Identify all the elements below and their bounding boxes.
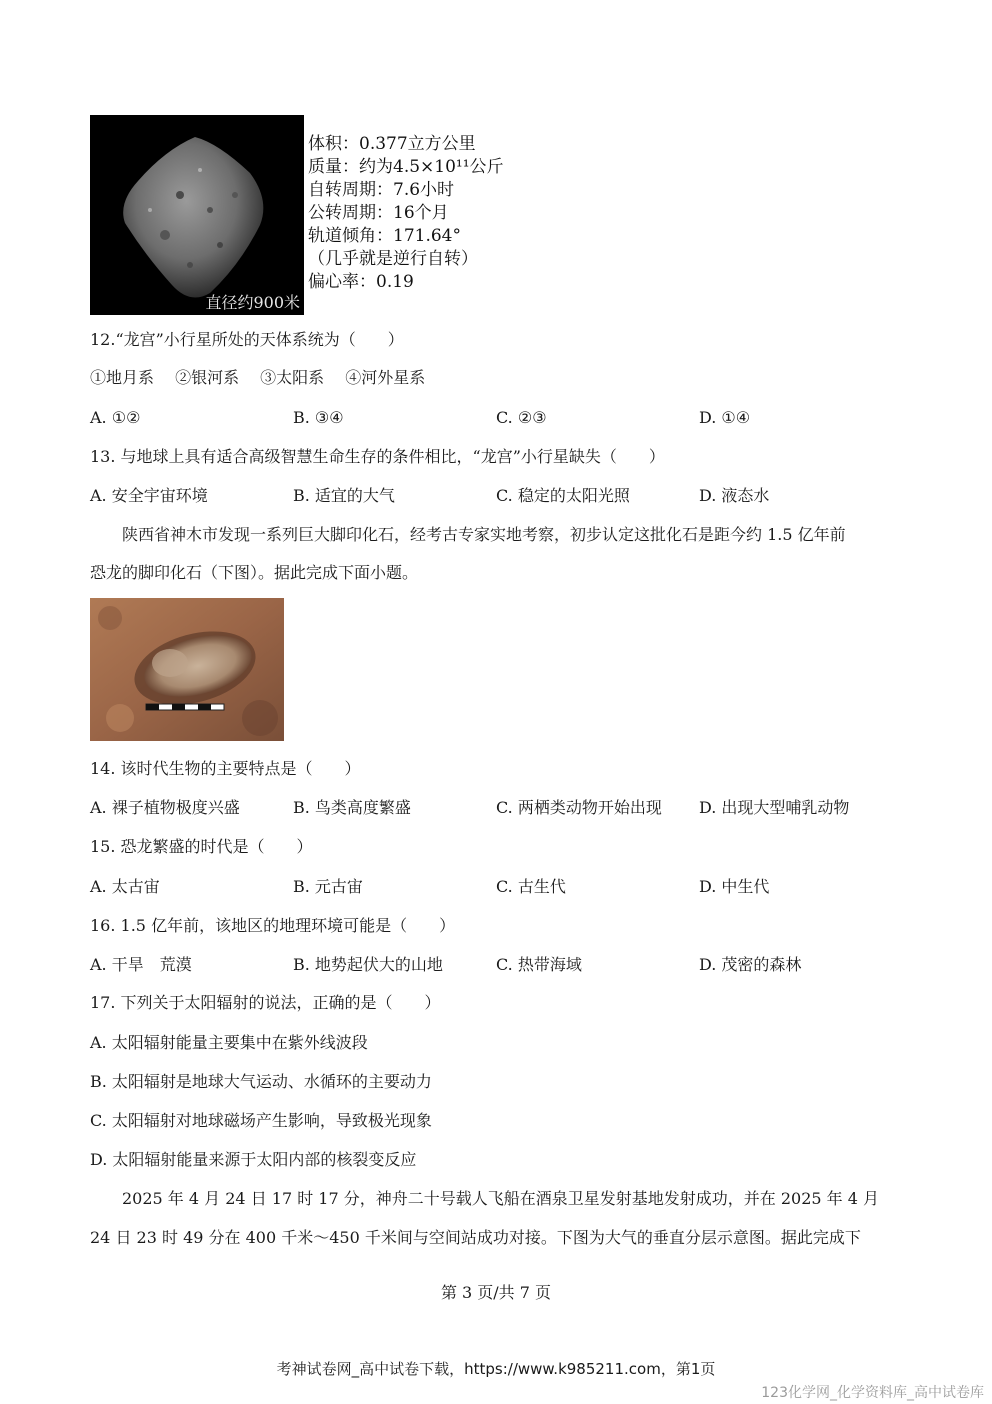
question-17-option-b[interactable]: B. 太阳辐射是地球大气运动、水循环的主要动力 xyxy=(90,1072,432,1091)
question-15-option-a[interactable]: A. 太古宙 xyxy=(90,877,160,896)
asteroid-caption: 直径约900米 xyxy=(205,293,300,312)
page-number: 第 3 页/共 7 页 xyxy=(440,1283,552,1302)
asteroid-info-mass: 质量：约为4.5×10¹¹公斤 xyxy=(308,157,504,177)
question-12-stem: 12.“龙宫”小行星所处的天体系统为（ ） xyxy=(90,330,404,349)
question-15-stem: 15. 恐龙繁盛的时代是（ ） xyxy=(90,837,313,856)
question-17-stem: 17. 下列关于太阳辐射的说法，正确的是（ ） xyxy=(90,993,441,1012)
question-12-items: ①地月系 ②银河系 ③太阳系 ④河外星系 xyxy=(90,368,426,387)
question-16-option-a[interactable]: A. 干旱 荒漠 xyxy=(90,955,192,974)
question-12-option-d[interactable]: D. ①④ xyxy=(699,408,751,427)
asteroid-image xyxy=(90,115,304,315)
passage-fossil-line-1: 陕西省神木市发现一系列巨大脚印化石，经考古专家实地考察，初步认定这批化石是距今约 1.5 亿年前 xyxy=(122,525,846,544)
asteroid-info-note: （几乎就是逆行自转） xyxy=(308,249,478,269)
asteroid-info-volume: 体积：0.377立方公里 xyxy=(308,134,476,154)
question-16-option-d[interactable]: D. 茂密的森林 xyxy=(699,955,802,974)
asteroid-info-inclination: 轨道倾角：171.64° xyxy=(308,226,461,246)
passage-shenzhou-line-1: 2025 年 4 月 24 日 17 时 17 分，神舟二十号载人飞船在酒泉卫星发射基地发射成功，并在 2025 年 4 月 xyxy=(122,1189,879,1208)
question-16-option-b[interactable]: B. 地势起伏大的山地 xyxy=(293,955,443,974)
asteroid-info-eccentricity: 偏心率：0.19 xyxy=(308,272,414,292)
question-15-option-b[interactable]: B. 元古宙 xyxy=(293,877,363,896)
question-17-option-d[interactable]: D. 太阳辐射能量来源于太阳内部的核裂变反应 xyxy=(90,1150,417,1169)
question-14-option-c[interactable]: C. 两栖类动物开始出现 xyxy=(496,798,662,817)
source-line: 考神试卷网_高中试卷下载，https://www.k985211.com，第1页 xyxy=(276,1360,716,1378)
question-12-option-b[interactable]: B. ③④ xyxy=(293,408,344,427)
asteroid-icon xyxy=(90,115,304,315)
question-17-option-c[interactable]: C. 太阳辐射对地球磁场产生影响，导致极光现象 xyxy=(90,1111,432,1130)
question-13-option-d[interactable]: D. 液态水 xyxy=(699,486,770,505)
question-15-option-c[interactable]: C. 古生代 xyxy=(496,877,566,896)
question-13-option-a[interactable]: A. 安全宇宙环境 xyxy=(90,486,208,505)
question-16-stem: 16. 1.5 亿年前，该地区的地理环境可能是（ ） xyxy=(90,916,456,935)
question-14-option-d[interactable]: D. 出现大型哺乳动物 xyxy=(699,798,850,817)
question-14-option-a[interactable]: A. 裸子植物极度兴盛 xyxy=(90,798,240,817)
question-14-option-b[interactable]: B. 鸟类高度繁盛 xyxy=(293,798,411,817)
watermark: 123化学网_化学资料库_高中试卷库 xyxy=(761,1385,984,1401)
question-13-option-b[interactable]: B. 适宜的大气 xyxy=(293,486,395,505)
asteroid-info-rotation: 自转周期：7.6小时 xyxy=(308,180,455,200)
dinosaur-footprint-image xyxy=(90,598,284,741)
asteroid-info-revolution: 公转周期：16个月 xyxy=(308,203,449,223)
passage-shenzhou-line-2: 24 日 23 时 49 分在 400 千米～450 千米间与空间站成功对接。下图为大气的垂直分层示意图。据此完成下 xyxy=(90,1228,861,1247)
question-17-option-a[interactable]: A. 太阳辐射能量主要集中在紫外线波段 xyxy=(90,1033,368,1052)
question-13-stem: 13. 与地球上具有适合高级智慧生命生存的条件相比，“龙宫”小行星缺失（ ） xyxy=(90,447,665,466)
question-12-option-a[interactable]: A. ①② xyxy=(90,408,141,427)
footprint-fossil-icon xyxy=(90,598,284,741)
question-14-stem: 14. 该时代生物的主要特点是（ ） xyxy=(90,759,361,778)
question-12-option-c[interactable]: C. ②③ xyxy=(496,408,547,427)
question-15-option-d[interactable]: D. 中生代 xyxy=(699,877,770,896)
passage-fossil-line-2: 恐龙的脚印化石（下图）。据此完成下面小题。 xyxy=(90,563,419,582)
question-16-option-c[interactable]: C. 热带海域 xyxy=(496,955,582,974)
question-13-option-c[interactable]: C. 稳定的太阳光照 xyxy=(496,486,630,505)
